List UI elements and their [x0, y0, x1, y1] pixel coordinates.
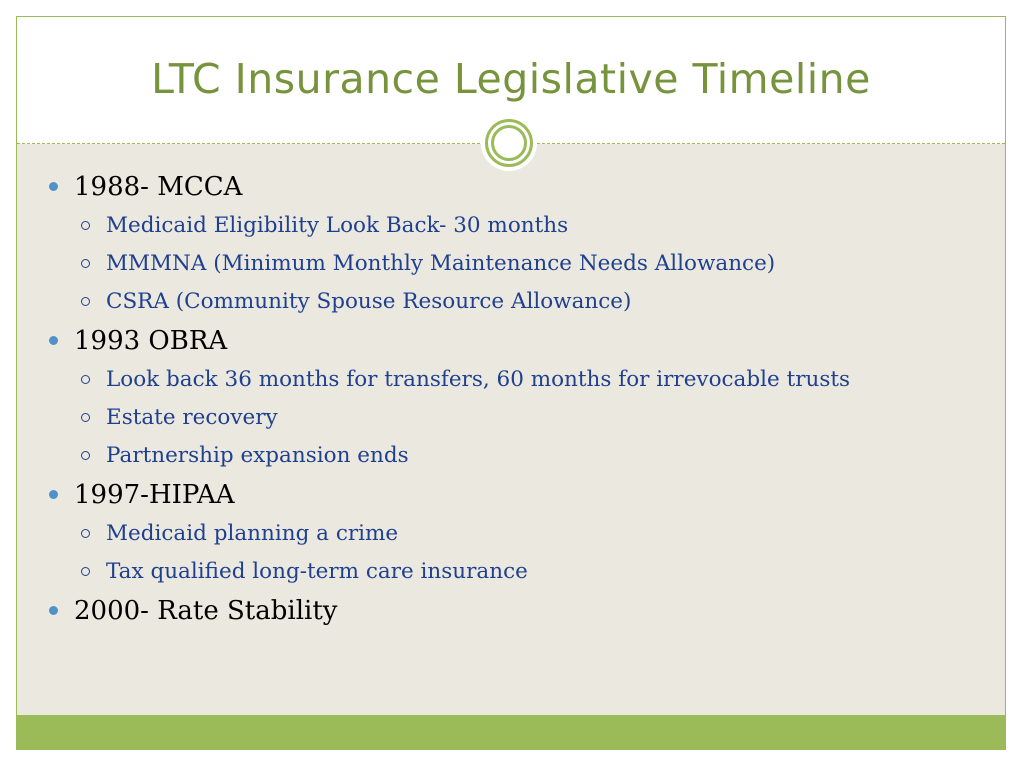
list-item-label: 1997-HIPAA: [74, 480, 235, 510]
list-item-1997-hipaa: [17, 475, 1005, 515]
hollow-circle-bullet-icon: [81, 221, 90, 230]
sub-list-item: [17, 207, 1005, 245]
filled-circle-bullet-icon: [49, 606, 58, 615]
hollow-circle-bullet-icon: [81, 529, 90, 538]
sub-list-item: [17, 515, 1005, 553]
sub-list-item-label: Partnership expansion ends: [106, 443, 409, 468]
footer-bar: [17, 715, 1005, 749]
filled-circle-bullet-icon: [49, 490, 58, 499]
sub-list-item-label: Medicaid planning a crime: [106, 521, 399, 546]
hollow-circle-bullet-icon: [81, 297, 90, 306]
sub-list-item-label: Look back 36 months for transfers, 60 months for irrevocable trusts: [106, 367, 851, 392]
list-item-label: 1993 OBRA: [74, 326, 228, 356]
hollow-circle-bullet-icon: [81, 567, 90, 576]
sub-list-item: [17, 245, 1005, 283]
filled-circle-bullet-icon: [49, 182, 58, 191]
sub-list-item: [17, 437, 1005, 475]
sub-list-item: [17, 361, 1005, 399]
inner-ring: [491, 125, 527, 161]
list-item-1993-obra: [17, 321, 1005, 361]
sub-list-item: [17, 399, 1005, 437]
hollow-circle-bullet-icon: [81, 375, 90, 384]
sub-list-item-label: MMMNA (Minimum Monthly Maintenance Needs Allowance): [106, 251, 776, 276]
hollow-circle-bullet-icon: [81, 259, 90, 268]
sub-list-item-label: Medicaid Eligibility Look Back- 30 months: [106, 213, 569, 238]
sub-list-item-label: CSRA (Community Spouse Resource Allowance): [106, 289, 632, 314]
slide-title: LTC Insurance Legislative Timeline: [151, 55, 871, 103]
sub-list-item: [17, 283, 1005, 321]
list-item-1988-mcca: [17, 167, 1005, 207]
hollow-circle-bullet-icon: [81, 413, 90, 422]
bullet-list: [17, 167, 1005, 631]
sub-list-item-label: Tax qualified long-term care insurance: [106, 559, 528, 584]
sub-list-item-label: Estate recovery: [106, 405, 278, 430]
slide: [16, 16, 1006, 750]
filled-circle-bullet-icon: [49, 336, 58, 345]
double-ring-icon: [481, 115, 537, 171]
list-item-label: 2000- Rate Stability: [74, 596, 338, 626]
list-item-2000-rate-stability: [17, 591, 1005, 631]
list-item-label: 1988- MCCA: [74, 172, 243, 202]
hollow-circle-bullet-icon: [81, 451, 90, 460]
sub-list-item: [17, 553, 1005, 591]
